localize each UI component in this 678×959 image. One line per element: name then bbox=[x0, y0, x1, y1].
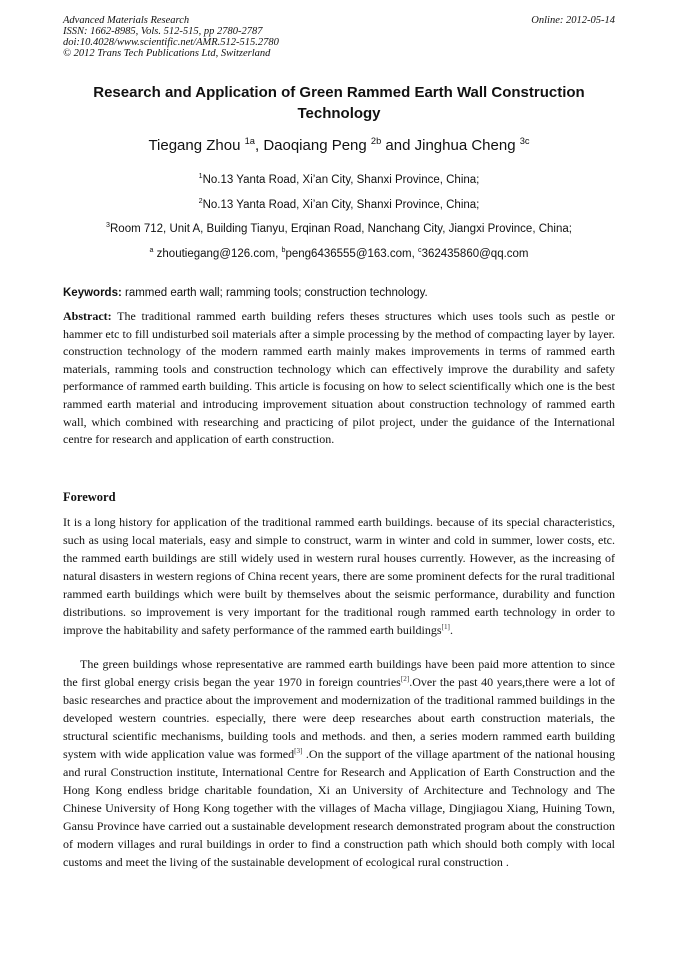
author-sup: 1a bbox=[244, 136, 255, 146]
author-name: Jinghua Cheng bbox=[414, 137, 516, 154]
keywords-label: Keywords: bbox=[63, 287, 122, 299]
author-name: Daoqiang Peng bbox=[263, 137, 367, 154]
copyright-line: © 2012 Trans Tech Publications Ltd, Switzerland bbox=[63, 48, 271, 59]
issn-line: ISSN: 1662-8985, Vols. 512-515, pp 2780-2787 bbox=[63, 26, 263, 37]
citation-ref[interactable]: [1] bbox=[441, 623, 450, 631]
paragraph-text: . bbox=[449, 623, 453, 637]
author-name: Tiegang Zhou bbox=[148, 137, 241, 154]
abstract bbox=[63, 308, 615, 449]
affiliation-sup: 1 bbox=[198, 172, 203, 181]
email-link[interactable]: 362435860@qq.com bbox=[421, 248, 529, 260]
email-sup: b bbox=[281, 246, 286, 255]
paper-title: Research and Application of Green Rammed Earth Wall Construction Technology bbox=[93, 84, 585, 122]
affiliation-2 bbox=[40, 197, 638, 213]
affiliation-3 bbox=[40, 221, 638, 237]
affiliation-text: No.13 Yanta Road, Xi’an City, Shanxi Province, China; bbox=[202, 174, 480, 186]
author-sep: , bbox=[254, 137, 264, 154]
journal-name: Advanced Materials Research bbox=[63, 15, 190, 26]
abstract-label: Abstract: bbox=[63, 309, 112, 323]
doi-line: doi:10.4028/www.scientific.net/AMR.512-515.2780 bbox=[63, 37, 279, 48]
affiliation-1 bbox=[40, 172, 638, 188]
paragraph-text: It is a long history for application of the traditional rammed earth buildings. because of its special characteristics, such as using local materials, easy and simple to construct, warm in winter and cold in summer, lower costs, etc. the rammed earth buildings are still widely used in western rural houses currently. However, as the increasing of natural disasters in western regions of China recent years, there are some prominent defects for the rural traditional rammed earth buildings which were built by themselves about the seismic performance, durability and function distributions. so improvement is very important for the traditional rough rammed earth technology in order to improve the habitability and safety performance of the rammed earth buildings bbox=[63, 515, 615, 637]
affiliation-sup: 3 bbox=[106, 221, 110, 230]
author-sup: 2b bbox=[370, 136, 382, 146]
keywords-text: rammed earth wall; ramming tools; construction technology. bbox=[121, 287, 428, 299]
author-sup: 3c bbox=[519, 136, 530, 146]
online-date: Online: 2012-05-14 bbox=[531, 15, 615, 26]
body-paragraph-2 bbox=[63, 655, 615, 871]
keywords bbox=[63, 286, 615, 301]
paragraph-text: .Over the past 40 years,there were a lot of basic researches and practice about the improvement and modernization of the traditional rammed buildings in the developed western countries. especially, there were deep researches about earth construction materials, the structural scientific mechanisms, building tools and methods. and then, a series modern rammed earth building system with wide application value was formed bbox=[63, 675, 615, 761]
abstract-text: The traditional rammed earth building refers theses structures which uses tools such as pestle or hammer etc to fill undisturbed soil materials after a simple processing by the method of compacting layer by layer. construction technology of the modern rammed earth mainly makes improvements in terms of rammed earth materials, ramming tools and construction technology which can effectively improve the durability and safety performance of rammed earth building. This article is focusing on how to select scientifically which one is the best rammed earth material and introducing improvement situation about construction technology of rammed earth wall, which combined with researching and practicing of pilot project, under the guidance of the International centre for research and application of earth construction. bbox=[63, 309, 615, 447]
section-heading: Foreword bbox=[63, 490, 116, 504]
author-sep: and bbox=[381, 137, 415, 154]
email-line bbox=[40, 246, 638, 262]
author-line bbox=[63, 136, 615, 156]
journal-header bbox=[63, 15, 615, 59]
paragraph-text: The green buildings whose representative are rammed earth buildings have been paid more attention to since the first global energy crisis began the year 1970 in foreign countries bbox=[63, 657, 615, 689]
affiliation-text: No.13 Yanta Road, Xi’an City, Shanxi Province, China; bbox=[202, 199, 480, 211]
paragraph-text: .On the support of the village apartment of the national housing and rural Construction institute, International Centre for Research and Application of Earth Construction and the Hong Kong endless bridge charitable foundation, Xi an University of Architecture and Technology and The Chinese University of Hong Kong together with the villages of Macha village, Dingjiagou Xiang, Huining Town, Gansu Province have carried out a sustainable development research demonstrated program about the construction of modern villages and rural buildings in order to find a construction path which should both comply with local customs and meet the living of the sustainable development of ecological rural construction . bbox=[63, 747, 615, 869]
email-link[interactable]: peng6436555@163.com, bbox=[285, 248, 418, 260]
email-sup: a bbox=[149, 246, 154, 255]
citation-ref[interactable]: [3] bbox=[294, 747, 303, 755]
email-link[interactable]: zhoutiegang@126.com, bbox=[153, 248, 282, 260]
email-sup: c bbox=[418, 246, 422, 255]
affiliation-sup: 2 bbox=[198, 197, 203, 206]
citation-ref[interactable]: [2] bbox=[400, 675, 410, 683]
body-paragraph-1 bbox=[63, 513, 615, 639]
affiliation-text: Room 712, Unit A, Building Tianyu, Erqinan Road, Nanchang City, Jiangxi Province, China; bbox=[110, 223, 572, 235]
